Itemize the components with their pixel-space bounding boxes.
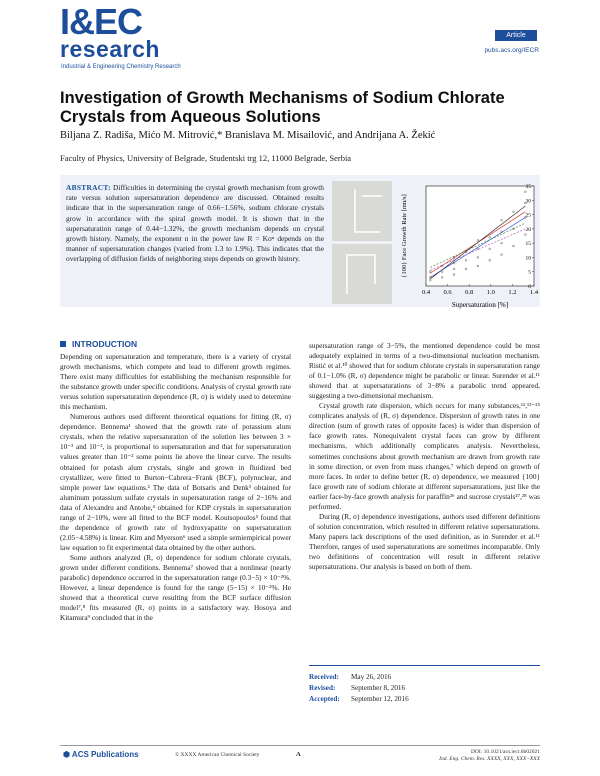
x-tick-label: 0.4 [421, 289, 431, 296]
y-tick-label: 15 [525, 241, 531, 248]
author-list: Biljana Z. Radiša, Mićo M. Mitrović,* Branislava M. Misailović, and Andrijana A. Žekić [60, 130, 436, 141]
journal-logo: I&EC [60, 1, 143, 42]
footer-rule [60, 745, 540, 746]
doi-block [420, 749, 540, 763]
x-tick-label: 1.2 [508, 289, 517, 296]
received-label: Received: [309, 673, 339, 681]
y-tick-label: 25 [525, 212, 531, 219]
section-marker-icon [60, 341, 66, 347]
accepted-date: September 12, 2016 [351, 695, 409, 703]
revised-label: Revised: [309, 684, 336, 692]
crystal-photo-bottom [332, 244, 392, 304]
y-tick-label: 10 [525, 255, 531, 262]
y-tick-label: 20 [525, 226, 531, 233]
intro-heading [60, 339, 137, 349]
intro-paragraph-1: Depending on supersaturation and temperature, there is a variety of crystal growth mechanisms, which compete and lead to different growth regimes. There exist many difficulties for establishing the mechanism responsible for the substance growth under specific conditions. Analysis of crystal growth rate versus solution supersaturation dependence (R, σ) is widely used to determine this mechanism. [60, 352, 291, 412]
abstract-text [66, 183, 324, 265]
dates-rule [309, 665, 540, 666]
paper-title: Investigation of Growth Mechanisms of Sodium Chlorate Crystals from Aqueous Solutions [60, 89, 505, 126]
received-date: May 26, 2016 [351, 673, 392, 681]
growth-rate-chart [396, 180, 540, 310]
journal-url[interactable]: pubs.acs.org/IECR [484, 47, 539, 54]
x-tick-label: 1.0 [486, 289, 495, 296]
x-tick-label: 0.6 [443, 289, 452, 296]
journal-tagline: Industrial & Engineering Chemistry Research [61, 64, 181, 70]
left-column [60, 352, 291, 623]
publisher-name: ACS Publications [71, 750, 139, 759]
copyright: © XXXX American Chemical Society [175, 752, 260, 758]
intro-paragraph-6: During (R, σ) dependence investigations, authors used different definitions of solution concentration, which resulted in different relative supersaturations. Many papers lack descriptions of the used definition, as in Surender et al.¹¹ Therefore, ranges of used supersaturations are sometimes incomparable. Only two definitions of concentration will result in different relative supersaturations. Our analysis is based on both of them. [309, 511, 540, 572]
accepted-label: Accepted: [309, 695, 340, 703]
accepted-row [309, 694, 540, 705]
y-tick-label: 35 [525, 184, 531, 190]
page-number: A [296, 751, 301, 758]
intro-paragraph-5: Crystal growth rate dispersion, which occurs for many substances,¹²,¹³⁻²⁵ complicates analysis of (R, σ) dependence. Dispersion of growth rates in one direction (sum of growth rates of opposite faces) is wider than dispersion of face growth rates. Nonequivalent crystal faces can grow by different mechanisms, which additionally complicates analysis. Nevertheless, sometimes conclusions about growth mechanism are drawn from growth rate in some direction, or even from mass changes,⁷ which depend on growth of more faces. In order to define better (R, σ) dependence, we measured {100} face growth rate of sodium chlorate at different supersaturations, just like the earlier face-by-face growth analysis for paraffin²⁶ and sucrose crystals²⁷,²⁸ was performed. [309, 401, 540, 511]
abstract-body: Difficulties in determining the crystal growth mechanism from growth rate versus solution supersaturation dependence are discussed. Obtained results indicate that in the supersaturation range of 0.66−1.56%, sodium chlorate crystals grow in accordance with the spiral growth model. It is shown that in the supersaturation range of 0.44−1.32%, the growth mechanism depends on crystal growth history. Namely, the exponent n in the power law R = Kσⁿ depends on the manner of supersaturation changes (varied from 1.3 to 1.9%). This indicates that the overlapping of diffusion fields of neighboring steps depends on growth history. [66, 183, 324, 264]
y-tick-label: 30 [525, 198, 531, 205]
abstract-label: ABSTRACT: [66, 183, 111, 192]
x-axis-label: Supersaturation [%] [451, 301, 509, 309]
x-tick-label: 0.8 [465, 289, 474, 296]
intro-heading-text: INTRODUCTION [72, 339, 138, 349]
y-tick-label: 5 [528, 269, 531, 276]
publisher-logo [63, 750, 139, 759]
affiliation: Faculty of Physics, University of Belgrade, Studentski trg 12, 11000 Belgrade, Serbia [60, 153, 352, 163]
right-column [309, 341, 540, 572]
revised-date: September 8, 2016 [351, 684, 406, 692]
citation: Ind. Eng. Chem. Res. XXXX, XXX, XXX−XXX [439, 756, 540, 762]
intro-paragraph-2: Numerous authors used different theoretical equations for fitting (R, σ) dependence. Bennema¹ showed that the growth rate of potassium alum crystals, when the relative supersaturation of the solution lies between 3 × 10⁻³ and 10⁻², is proportional to supersaturation and that for supersaturation values greater than 10⁻² some points lie above the linear curve. The results obtained for potash alum crystals, single and grown in fluidized bed crystallizer, were fitted to Burton−Cabrera−Frank (BCF), polynuclear, and simple power law equations.² The data of Botsaris and Denk³ obtained for aluminum potassium sulfate crystals in supersaturation range of 2−16% and data of Alexandru and Antohe,⁴ obtained for KDP crystals in supersaturation range of 2−10%, were all fitted to the BCF model. Koutsopoulos⁵ found that the dependence of growth rate of hydroxyapatite on supersaturation (2.05−4.58%) is linear. Kim and Myerson⁶ used a simple semiempirical power law equation to fit experimental data obtained by the other authors. [60, 412, 291, 552]
article-badge: Article [495, 30, 537, 41]
crystal-photo-top [332, 181, 392, 241]
received-row [309, 672, 540, 683]
intro-paragraph-4: supersaturation range of 3−5%, the mentioned dependence could be most adequately explained in terms of a two-dimensional nucleation mechanism. Ristić et al.¹⁰ showed that for sodium chlorate crystals in supersaturation range of 0.1−1.0% (R, σ) dependence might be parabolic or linear. Surender et al.¹¹ showed that at supersaturations of 3−8% a parabolic trend appeared, suggesting a two-dimensional mechanism. [309, 341, 540, 401]
journal-logo-sub: research [60, 36, 160, 62]
revised-row [309, 683, 540, 694]
y-tick-label: 0 [528, 284, 531, 290]
y-axis-label: {100} Face Growth Rate [nm/s] [401, 194, 408, 278]
intro-paragraph-3: Some authors analyzed (R, σ) dependence for sodium chlorate crystals, grown under different conditions. Bennema⁷ showed that a nonlinear (nearly parabolic) dependence occurred in the supersaturation range (0.3−5) × 10⁻²%. However, a linear dependence is found for the range (5−15) × 10⁻²%. He showed that a theoretical curve resulting from the BCF surface diffusion model⁷,⁸ fits measured (R, σ) points in a satisfactory way. Hosoya and Kitamura⁹ concluded that in the [60, 552, 291, 623]
article-dates [309, 672, 540, 705]
x-tick-label: 1.4 [529, 289, 539, 296]
doi-link[interactable]: DOI: 10.1021/acs.iecr.6b02021 [470, 749, 540, 755]
acs-hex-icon: ⬢ [63, 750, 72, 759]
